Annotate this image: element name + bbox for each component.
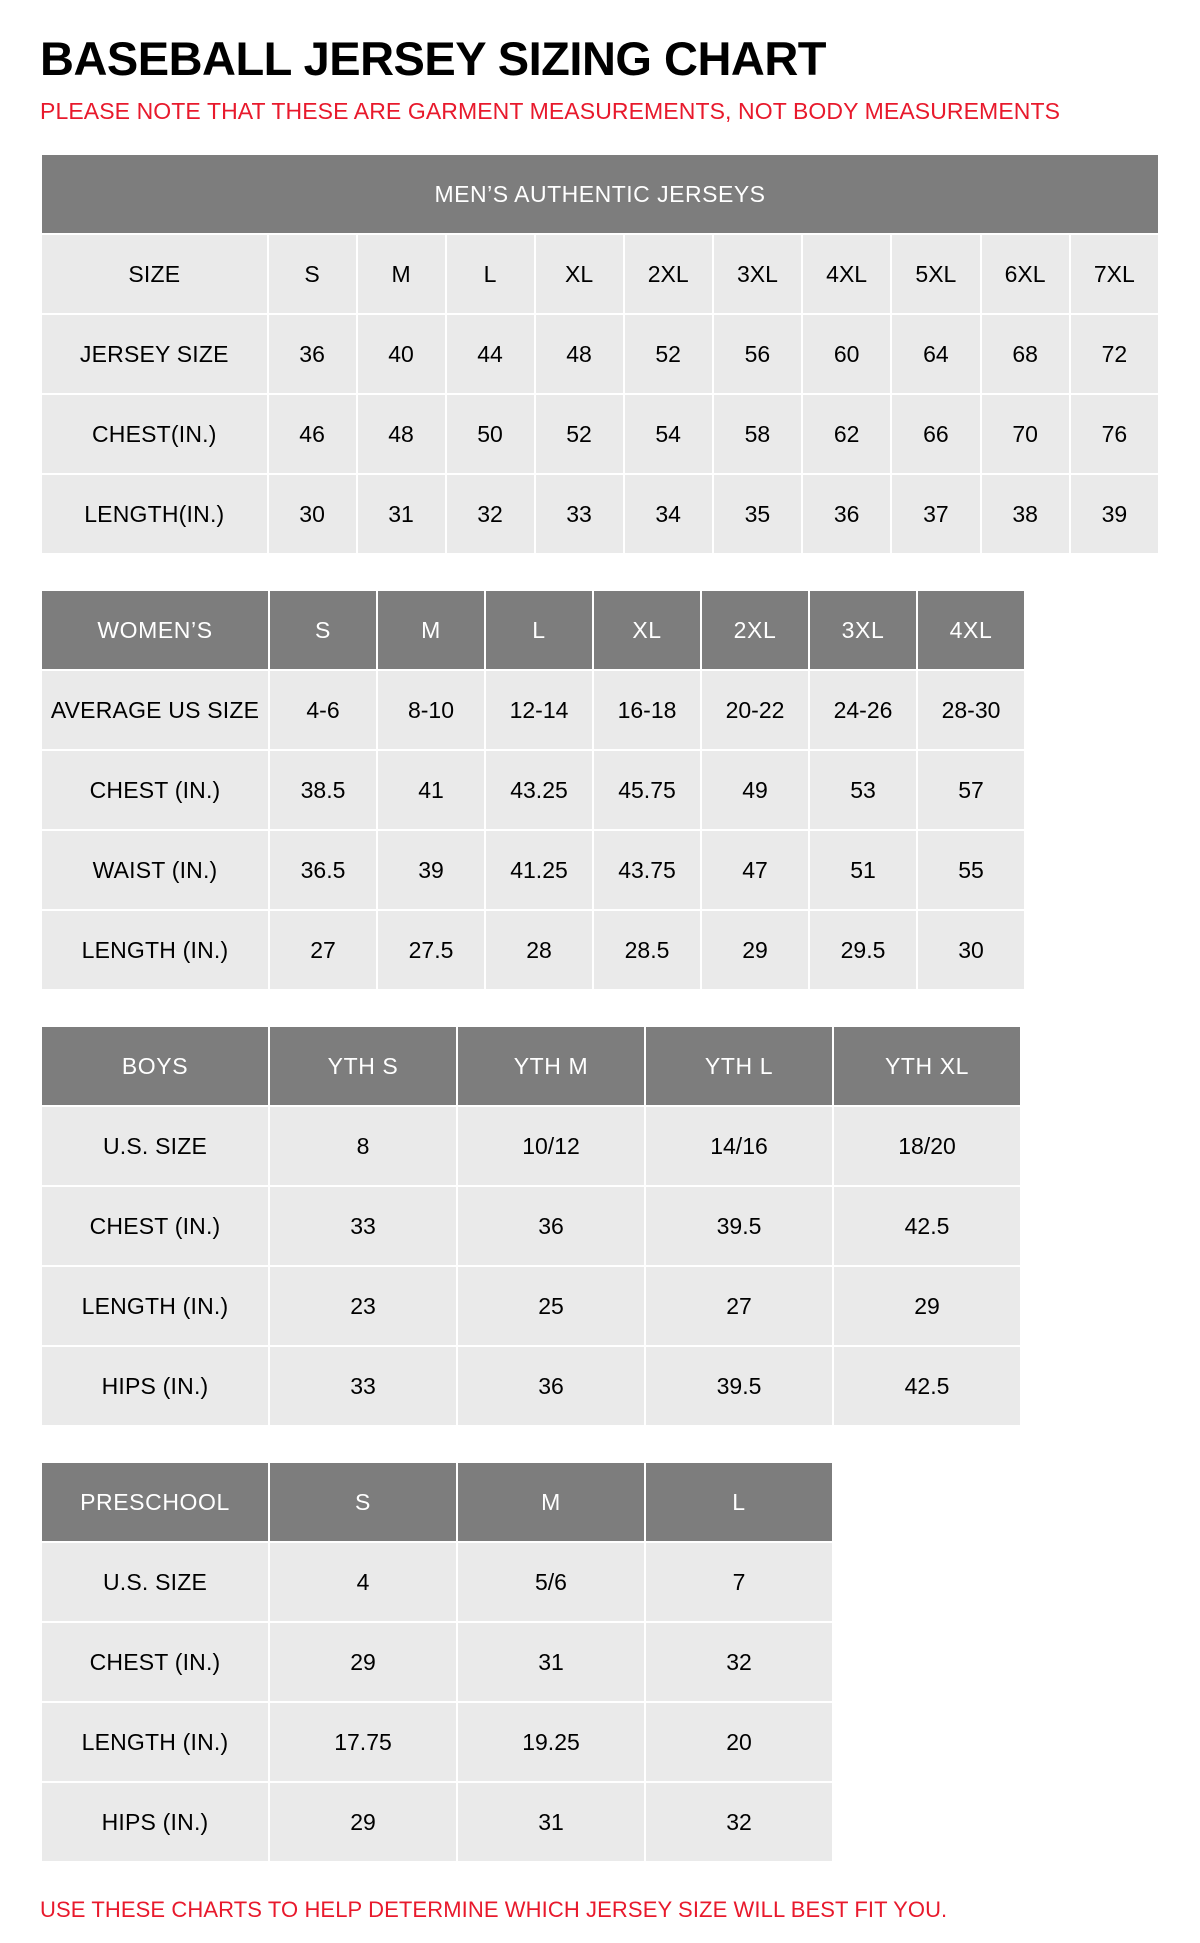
- row-label: HIPS (IN.): [41, 1346, 269, 1426]
- cell: 68: [981, 314, 1070, 394]
- cell: 7: [645, 1542, 833, 1622]
- cell: 70: [981, 394, 1070, 474]
- cell: 49: [701, 750, 809, 830]
- cell: 60: [802, 314, 891, 394]
- cell: 51: [809, 830, 917, 910]
- cell: 39.5: [645, 1186, 833, 1266]
- table-row: [41, 910, 1025, 990]
- cell: 29: [269, 1782, 457, 1862]
- table-row: [41, 1346, 1021, 1426]
- cell: 16-18: [593, 670, 701, 750]
- cell: 29: [833, 1266, 1021, 1346]
- cell: 2XL: [624, 234, 713, 314]
- cell: 48: [357, 394, 446, 474]
- cell: 32: [645, 1622, 833, 1702]
- cell: 17.75: [269, 1702, 457, 1782]
- column-header: YTH L: [645, 1026, 833, 1106]
- cell: 44: [446, 314, 535, 394]
- cell: 4: [269, 1542, 457, 1622]
- cell: 38.5: [269, 750, 377, 830]
- preschool-header-label: PRESCHOOL: [41, 1462, 269, 1542]
- table-row: [41, 670, 1025, 750]
- cell: 36: [802, 474, 891, 554]
- row-label: SIZE: [41, 234, 268, 314]
- womens-header-label: WOMEN’S: [41, 590, 269, 670]
- cell: 12-14: [485, 670, 593, 750]
- cell: 30: [268, 474, 357, 554]
- row-label: CHEST (IN.): [41, 1186, 269, 1266]
- cell: 31: [357, 474, 446, 554]
- table-header-row: [41, 154, 1159, 234]
- cell: 31: [457, 1782, 645, 1862]
- cell: 10/12: [457, 1106, 645, 1186]
- cell: 54: [624, 394, 713, 474]
- column-header: L: [485, 590, 593, 670]
- cell: 76: [1070, 394, 1159, 474]
- table-row: [41, 1542, 833, 1622]
- cell: 64: [891, 314, 980, 394]
- column-header: S: [269, 1462, 457, 1542]
- cell: 29: [269, 1622, 457, 1702]
- cell: 25: [457, 1266, 645, 1346]
- boys-sizing-table: [40, 1025, 1022, 1427]
- cell: M: [357, 234, 446, 314]
- table-row: [41, 1782, 833, 1862]
- garment-measurement-note: PLEASE NOTE THAT THESE ARE GARMENT MEASUREMENTS, NOT BODY MEASUREMENTS: [40, 98, 1061, 125]
- row-label: LENGTH (IN.): [41, 1266, 269, 1346]
- column-header: XL: [593, 590, 701, 670]
- cell: 4-6: [269, 670, 377, 750]
- cell: 3XL: [713, 234, 802, 314]
- cell: 27: [645, 1266, 833, 1346]
- row-label: LENGTH(IN.): [41, 474, 268, 554]
- row-label: WAIST (IN.): [41, 830, 269, 910]
- cell: XL: [535, 234, 624, 314]
- column-header: YTH S: [269, 1026, 457, 1106]
- column-header: M: [377, 590, 485, 670]
- womens-sizing-table: [40, 589, 1026, 991]
- boys-header-label: BOYS: [41, 1026, 269, 1106]
- cell: 52: [624, 314, 713, 394]
- cell: 33: [535, 474, 624, 554]
- cell: 43.75: [593, 830, 701, 910]
- row-label: JERSEY SIZE: [41, 314, 268, 394]
- column-header: 2XL: [701, 590, 809, 670]
- cell: 32: [645, 1782, 833, 1862]
- table-row: [41, 394, 1159, 474]
- cell: 50: [446, 394, 535, 474]
- cell: 36: [457, 1346, 645, 1426]
- table-row: [41, 1186, 1021, 1266]
- table-row: [41, 1702, 833, 1782]
- cell: S: [268, 234, 357, 314]
- table-row: [41, 314, 1159, 394]
- cell: 18/20: [833, 1106, 1021, 1186]
- row-label: LENGTH (IN.): [41, 910, 269, 990]
- cell: 37: [891, 474, 980, 554]
- cell: 42.5: [833, 1186, 1021, 1266]
- cell: 39: [1070, 474, 1159, 554]
- column-header: S: [269, 590, 377, 670]
- table-row: [41, 474, 1159, 554]
- cell: 28-30: [917, 670, 1025, 750]
- cell: 6XL: [981, 234, 1070, 314]
- cell: 5XL: [891, 234, 980, 314]
- cell: 36: [268, 314, 357, 394]
- table-row: [41, 1622, 833, 1702]
- column-header: L: [645, 1462, 833, 1542]
- cell: 62: [802, 394, 891, 474]
- cell: 27.5: [377, 910, 485, 990]
- table-row: [41, 830, 1025, 910]
- cell: 23: [269, 1266, 457, 1346]
- cell: 19.25: [457, 1702, 645, 1782]
- table-header-row: [41, 590, 1025, 670]
- cell: 7XL: [1070, 234, 1159, 314]
- cell: L: [446, 234, 535, 314]
- cell: 58: [713, 394, 802, 474]
- cell: 5/6: [457, 1542, 645, 1622]
- mens-sizing-table: [40, 153, 1160, 555]
- column-header: YTH XL: [833, 1026, 1021, 1106]
- row-label: CHEST (IN.): [41, 1622, 269, 1702]
- cell: 14/16: [645, 1106, 833, 1186]
- preschool-sizing-table: [40, 1461, 834, 1863]
- column-header: M: [457, 1462, 645, 1542]
- cell: 27: [269, 910, 377, 990]
- page-title: BASEBALL JERSEY SIZING CHART: [40, 32, 826, 85]
- cell: 40: [357, 314, 446, 394]
- table-header-row: [41, 1026, 1021, 1106]
- column-header: YTH M: [457, 1026, 645, 1106]
- cell: 20-22: [701, 670, 809, 750]
- cell: 55: [917, 830, 1025, 910]
- cell: 47: [701, 830, 809, 910]
- cell: 29.5: [809, 910, 917, 990]
- row-label: LENGTH (IN.): [41, 1702, 269, 1782]
- table-row: [41, 1266, 1021, 1346]
- cell: 52: [535, 394, 624, 474]
- row-label: U.S. SIZE: [41, 1106, 269, 1186]
- cell: 41.25: [485, 830, 593, 910]
- cell: 72: [1070, 314, 1159, 394]
- cell: 46: [268, 394, 357, 474]
- column-header: 3XL: [809, 590, 917, 670]
- cell: 36.5: [269, 830, 377, 910]
- table-row: [41, 750, 1025, 830]
- table-row: [41, 1106, 1021, 1186]
- cell: 42.5: [833, 1346, 1021, 1426]
- cell: 31: [457, 1622, 645, 1702]
- cell: 38: [981, 474, 1070, 554]
- cell: 4XL: [802, 234, 891, 314]
- cell: 33: [269, 1186, 457, 1266]
- cell: 32: [446, 474, 535, 554]
- cell: 33: [269, 1346, 457, 1426]
- cell: 35: [713, 474, 802, 554]
- row-label: AVERAGE US SIZE: [41, 670, 269, 750]
- cell: 8: [269, 1106, 457, 1186]
- column-header: 4XL: [917, 590, 1025, 670]
- cell: 43.25: [485, 750, 593, 830]
- cell: 39.5: [645, 1346, 833, 1426]
- cell: 45.75: [593, 750, 701, 830]
- cell: 20: [645, 1702, 833, 1782]
- cell: 36: [457, 1186, 645, 1266]
- cell: 34: [624, 474, 713, 554]
- cell: 48: [535, 314, 624, 394]
- cell: 56: [713, 314, 802, 394]
- cell: 24-26: [809, 670, 917, 750]
- row-label: CHEST (IN.): [41, 750, 269, 830]
- cell: 30: [917, 910, 1025, 990]
- cell: 28.5: [593, 910, 701, 990]
- cell: 66: [891, 394, 980, 474]
- footer-note: USE THESE CHARTS TO HELP DETERMINE WHICH JERSEY SIZE WILL BEST FIT YOU.: [40, 1896, 948, 1922]
- cell: 39: [377, 830, 485, 910]
- table-row: [41, 234, 1159, 314]
- cell: 57: [917, 750, 1025, 830]
- row-label: CHEST(IN.): [41, 394, 268, 474]
- cell: 29: [701, 910, 809, 990]
- cell: 28: [485, 910, 593, 990]
- cell: 8-10: [377, 670, 485, 750]
- cell: 41: [377, 750, 485, 830]
- cell: 53: [809, 750, 917, 830]
- row-label: U.S. SIZE: [41, 1542, 269, 1622]
- mens-banner: MEN’S AUTHENTIC JERSEYS: [41, 154, 1159, 234]
- row-label: HIPS (IN.): [41, 1782, 269, 1862]
- table-header-row: [41, 1462, 833, 1542]
